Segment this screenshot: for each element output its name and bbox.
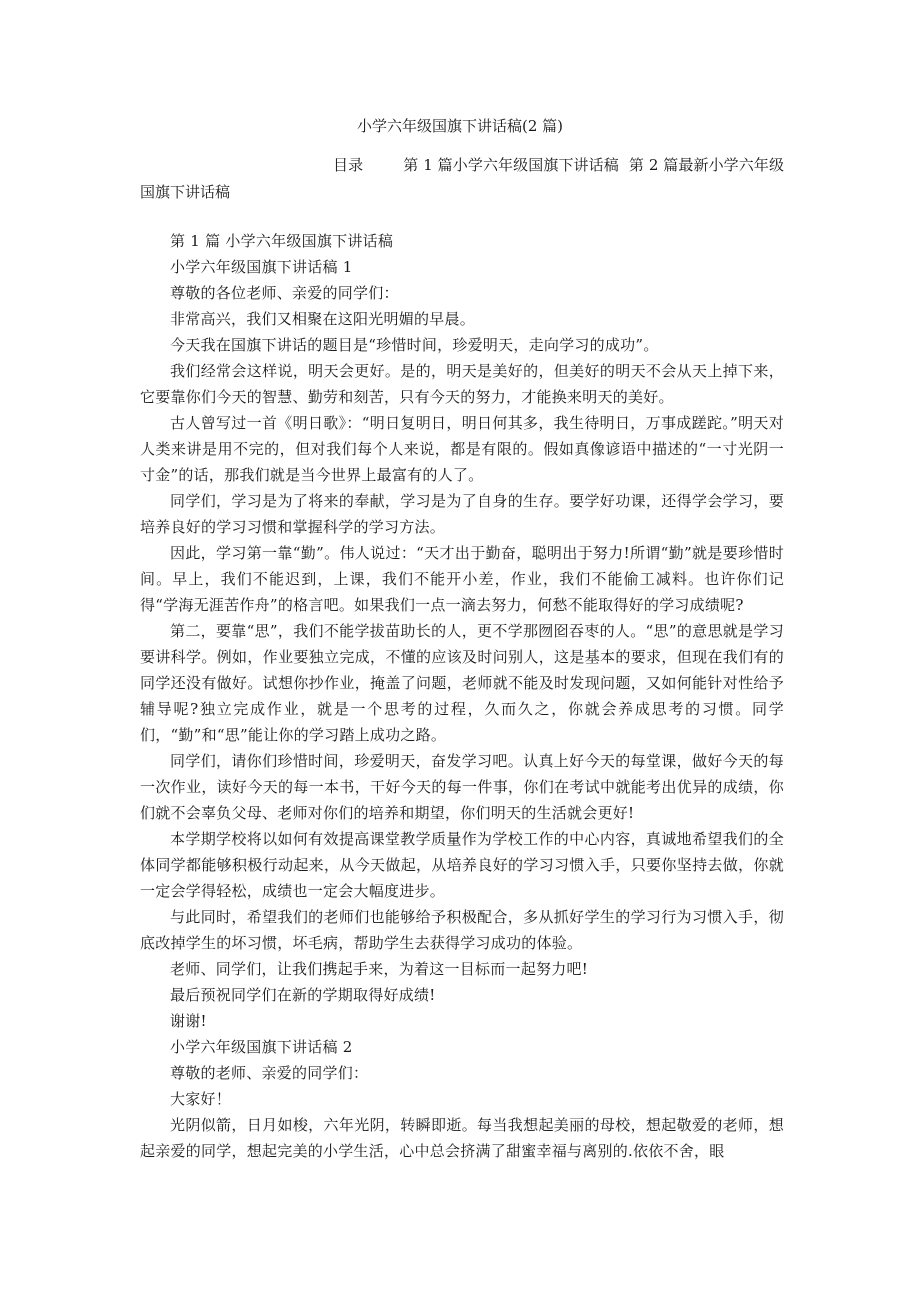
paragraph: 因此，学习第一靠“勤”。伟人说过：“天才出于勤奋，聪明出于努力!所谓“勤”就是要珍惜时间。早上，我们不能迟到，上课，我们不能开小差，作业，我们不能偷工减料。也许你们记得“学海无涯苦作舟”的格言吧。如果我们一点一滴去努力，何愁不能取得好的学习成绩呢? xyxy=(140,544,784,614)
paragraph: 光阴似箭，日月如梭，六年光阴，转瞬即逝。每当我想起美丽的母校，想起敬爱的老师，想起亲爱的同学，想起完美的小学生活，心中总会挤满了甜蜜幸福与离别的.依依不舍，眼 xyxy=(140,1116,784,1160)
paragraph: 同学们，请你们珍惜时间，珍爱明天，奋发学习吧。认真上好今天的每堂课，做好今天的每一次作业，读好今天的每一本书，干好今天的每一件事，你们在考试中就能考出优异的成绩，你们就不会辜负父母、老师对你们的培养和期望，你们明天的生活就会更好! xyxy=(140,752,784,822)
paragraph: 本学期学校将以如何有效提高课堂教学质量作为学校工作的中心内容，真诚地希望我们的全体同学都能够积极行动起来，从今天做起，从培养良好的学习习惯入手，只要你坚持去做，你就一定会学得轻松，成绩也一定会大幅度进步。 xyxy=(140,830,784,900)
paragraph: 尊敬的老师、亲爱的同学们： xyxy=(170,1064,369,1082)
document-body xyxy=(140,228,784,1164)
speech-title-1: 小学六年级国旗下讲话稿 1 xyxy=(170,258,353,276)
paragraph: 非常高兴，我们又相聚在这阳光明媚的早晨。 xyxy=(170,310,476,328)
paragraph: 谢谢! xyxy=(170,1012,207,1030)
speech-title-2: 小学六年级国旗下讲话稿 2 xyxy=(170,1038,353,1056)
paragraph: 尊敬的各位老师、亲爱的同学们： xyxy=(170,284,399,302)
toc-item-1: 第 1 篇小学六年级国旗下讲话稿 xyxy=(403,156,619,174)
toc-item-2: 第 2 篇最新小学六年级国旗下讲话稿 xyxy=(140,156,784,201)
toc-label: 目录 xyxy=(333,156,364,174)
paragraph: 我们经常会这样说，明天会更好。是的，明天是美好的，但美好的明天不会从天上掉下来，它要靠你们今天的智慧、勤劳和刻苦，只有今天的努力，才能换来明天的美好。 xyxy=(140,362,784,406)
paragraph: 今天我在国旗下讲话的题目是“珍惜时间，珍爱明天，走向学习的成功”。 xyxy=(170,336,659,354)
section-heading: 第 1 篇 小学六年级国旗下讲话稿 xyxy=(170,232,394,250)
paragraph: 第二，要靠“思”，我们不能学拔苗助长的人，更不学那囫囵吞枣的人。“思”的意思就是学习要讲科学。例如，作业要独立完成，不懂的应该及时问别人，这是基本的要求，但现在我们有的同学还没有做好。试想你抄作业，掩盖了问题，老师就不能及时发现问题，又如何能针对性给予辅导呢?独立完成作业，就是一个思考的过程，久而久之，你就会养成思考的习惯。同学们，“勤”和“思”能让你的学习踏上成功之路。 xyxy=(140,622,784,744)
paragraph: 古人曾写过一首《明日歌》：“明日复明日，明日何其多，我生待明日，万事成蹉跎。”明天对人类来讲是用不完的，但对我们每个人来说，都是有限的。假如真像谚语中描述的“一寸光阴一寸金”的话，那我们就是当今世界上最富有的人了。 xyxy=(140,414,784,484)
table-of-contents xyxy=(140,152,784,206)
paragraph: 老师、同学们，让我们携起手来，为着这一目标而一起努力吧! xyxy=(170,960,589,978)
paragraph: 大家好！ xyxy=(170,1090,232,1108)
document-title: 小学六年级国旗下讲话稿(2 篇) xyxy=(356,117,564,135)
paragraph: 与此同时，希望我们的老师们也能够给予积极配合，多从抓好学生的学习行为习惯入手，彻底改掉学生的坏习惯，坏毛病，帮助学生去获得学习成功的体验。 xyxy=(140,908,784,952)
paragraph: 同学们，学习是为了将来的奉献，学习是为了自身的生存。要学好功课，还得学会学习，要培养良好的学习习惯和掌握科学的学习方法。 xyxy=(140,492,784,536)
paragraph: 最后预祝同学们在新的学期取得好成绩! xyxy=(170,986,436,1004)
